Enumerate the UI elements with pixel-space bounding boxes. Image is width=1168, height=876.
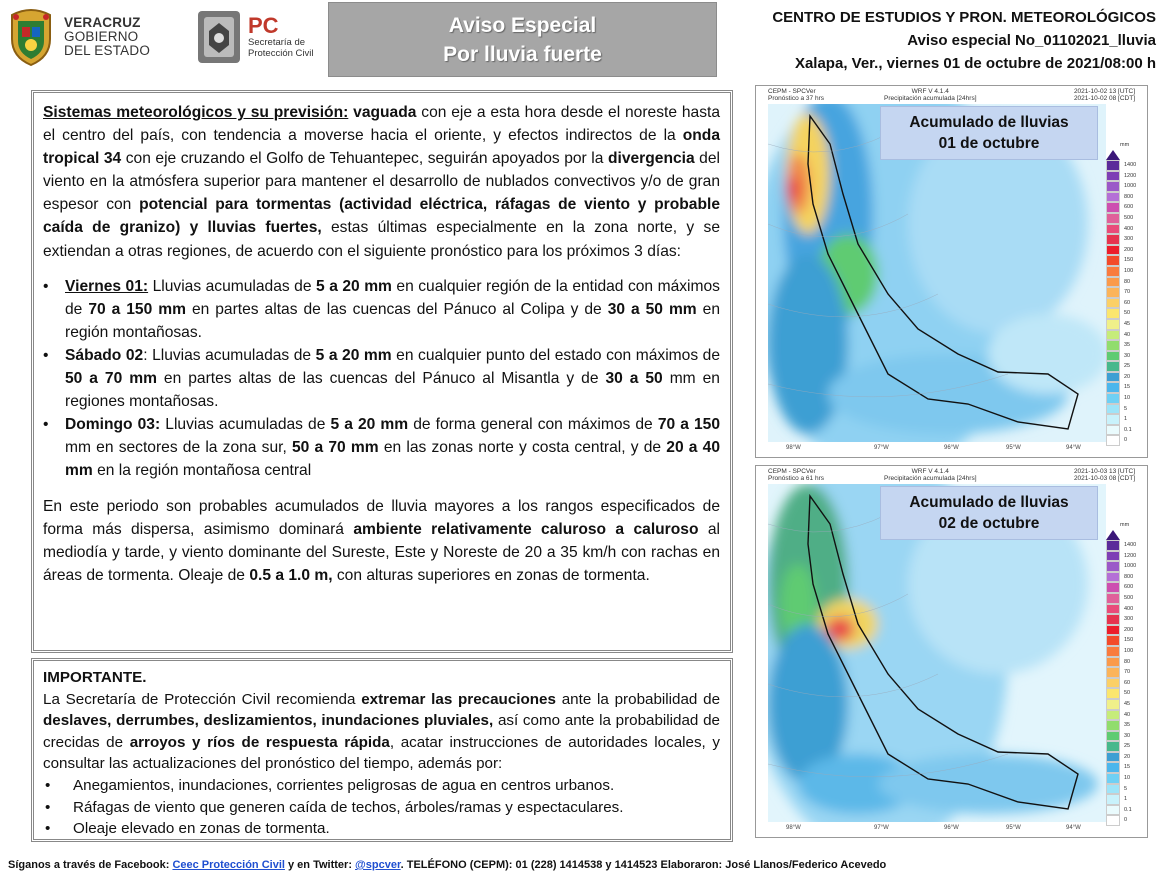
scale-level: 15 xyxy=(1106,382,1120,393)
scale-level: 100 xyxy=(1106,266,1120,277)
scale-level: 1 xyxy=(1106,414,1120,425)
scale-level: 600 xyxy=(1106,202,1120,213)
scale-level: 60 xyxy=(1106,678,1120,689)
forecast-item-friday xyxy=(43,275,720,344)
rain-color-scale: mm 1400 1200 1000 800 600 500 400 300 200 150 100 80 70 60 50 45 40 35 30 25 20 15 10 5 1 0.1 0 xyxy=(1106,522,1144,826)
notice-id: Aviso especial No_01102021_lluvia xyxy=(907,32,1156,49)
text-run: divergencia xyxy=(607,150,695,168)
text-run: 30 a 50 xyxy=(605,370,663,388)
important-item: • Oleaje elevado en zonas de tormenta. xyxy=(43,818,720,840)
text-run: Sistemas meteorológicos y su previsión: xyxy=(43,104,349,121)
scale-level: 500 xyxy=(1106,213,1120,224)
text-run: 5 a 20 mm xyxy=(315,346,392,364)
text-run: 50 a 70 mm xyxy=(65,370,157,388)
scale-level: 40 xyxy=(1106,330,1120,341)
precip-map-oct-02: CEPM - SPCVer Pronóstico a 61 hrs WRF V 4.1.4 Precipitación acumulada [24hrs] 2021-10-03 13 [UTC] 2021-10-03 08 [CDT] mm 1400 1200 1000 800 600 500 400 300 200 150 100 80 70 60 50 45 40 35 30 25 20 15 10 5 1 0.1 0 Acumulado de lluvias 02 de octubre 98°W 97°W 96°W 95°W 94°W xyxy=(755,465,1148,838)
pc-seal-icon xyxy=(196,9,242,65)
forecast-list xyxy=(43,275,720,483)
scale-level: 800 xyxy=(1106,572,1120,583)
scale-level: 150 xyxy=(1106,635,1120,646)
text-run: Lluvias acumuladas de xyxy=(148,277,317,295)
forecast-item-sunday xyxy=(43,413,720,482)
scale-level: 5 xyxy=(1106,784,1120,795)
scale-level: 400 xyxy=(1106,604,1120,615)
scale-level: 25 xyxy=(1106,361,1120,372)
scale-level: 0 xyxy=(1106,435,1120,446)
important-list xyxy=(43,775,720,840)
text-run: en la región montañosa central xyxy=(92,462,312,480)
text-run: 5 a 20 mm xyxy=(330,416,409,434)
scale-level: 5 xyxy=(1106,404,1120,415)
scale-level: 50 xyxy=(1106,308,1120,319)
scale-level: 1200 xyxy=(1106,171,1120,182)
scale-level: 1000 xyxy=(1106,561,1120,572)
map-header: CEPM - SPCVer Pronóstico a 61 hrs WRF V 4.1.4 Precipitación acumulada [24hrs] 2021-10-03 13 [UTC] 2021-10-03 08 [CDT] xyxy=(768,468,1135,482)
map-label: Acumulado de lluvias 02 de octubre xyxy=(880,486,1098,540)
text-run: En este periodo son probables acumulados de lluvia mayores a los rangos especificados de forma más dispersa, asimismo dominará xyxy=(43,497,720,538)
text-run: con eje a esta hora desde el noreste hasta el centro del país, con tendencia a moverse hacia el oriente, y efectos indirectos de la xyxy=(43,104,721,145)
important-title: IMPORTANTE. xyxy=(43,669,147,686)
text-run: Viernes 01: xyxy=(65,277,149,295)
scale-level: 0 xyxy=(1106,815,1120,826)
text-run: en cualquier región de la entidad con máximos de xyxy=(65,277,720,318)
veracruz-government-logo xyxy=(6,6,166,68)
text-run: estas últimas especialmente en la zona norte, y se extiendan a otras regiones, de acuerdo con el siguiente pronóstico para los próximos 3 días: xyxy=(43,219,720,260)
text-run: 20 a 40 mm xyxy=(65,439,721,480)
scale-level: 150 xyxy=(1106,255,1120,266)
text-run: arroyos y ríos de respuesta rápida xyxy=(129,733,390,751)
scale-level: 80 xyxy=(1106,277,1120,288)
text-run: Lluvias acumuladas de xyxy=(160,416,331,434)
text-run: en cualquier punto del estado con máximos de xyxy=(391,346,721,364)
scale-level: 1000 xyxy=(1106,181,1120,192)
scale-level: 80 xyxy=(1106,657,1120,668)
scale-level: 0.1 xyxy=(1106,805,1120,816)
facebook-link[interactable]: Ceec Protección Civil xyxy=(172,859,285,871)
footer-phone-authors: . TELÉFONO (CEPM): 01 (228) 1414538 y 1414523 Elaboraron: José Llanos/Federico Acevedo xyxy=(400,859,887,871)
important-item: • Ráfagas de viento que generen caída de techos, árboles/ramas y espectaculares. xyxy=(43,797,720,819)
scale-level: 70 xyxy=(1106,287,1120,298)
scale-level: 35 xyxy=(1106,720,1120,731)
scale-level: 50 xyxy=(1106,688,1120,699)
scale-level: 0.1 xyxy=(1106,425,1120,436)
scale-level: 35 xyxy=(1106,340,1120,351)
scale-level: 1 xyxy=(1106,794,1120,805)
scale-level: 200 xyxy=(1106,245,1120,256)
text-run: así como ante la probabilidad de crecidas de xyxy=(43,712,720,751)
text-run: vaguada xyxy=(353,104,417,121)
intro-paragraph xyxy=(43,101,720,263)
veracruz-shield-icon xyxy=(6,7,56,67)
text-run: deslaves, derrumbes, deslizamientos, inundaciones pluviales, xyxy=(43,712,494,730)
rain-color-scale: mm 1400 1200 1000 800 600 500 400 300 200 150 100 80 70 60 50 45 40 35 30 25 20 15 10 5 1 0.1 0 xyxy=(1106,142,1144,446)
twitter-link[interactable]: @spcver xyxy=(355,859,401,871)
important-item: • Anegamientos, inundaciones, corrientes peligrosas de agua en centros urbanos. xyxy=(43,775,720,797)
text-run: ante la probabilidad de xyxy=(555,690,721,708)
text-run: onda tropical 34 xyxy=(43,127,720,168)
proteccion-civil-logo xyxy=(196,8,326,66)
text-run: en las zonas norte y costa central, y de xyxy=(378,439,667,457)
text-run: al mediodía y tarde, y viento dominante del Sureste, Este y Noreste de 20 a 35 km/h con rachas en áreas de tormenta. Oleaje de xyxy=(43,520,720,584)
map-header: CEPM - SPCVer Pronóstico a 37 hrs WRF V 4.1.4 Precipitación acumulada [24hrs] 2021-10-02 13 [UTC] 2021-10-02 08 [CDT] xyxy=(768,88,1135,102)
scale-level: 500 xyxy=(1106,593,1120,604)
text-run: 70 a 150 mm xyxy=(88,300,186,318)
scale-level: 20 xyxy=(1106,372,1120,383)
scale-level: 100 xyxy=(1106,646,1120,657)
scale-level: 800 xyxy=(1106,192,1120,203)
scale-level: 15 xyxy=(1106,762,1120,773)
scale-level: 25 xyxy=(1106,741,1120,752)
forecast-item-saturday xyxy=(43,344,720,413)
notice-title xyxy=(328,2,717,77)
forecast-text-box xyxy=(31,90,733,653)
important-box xyxy=(31,658,733,842)
scale-level: 1400 xyxy=(1106,160,1120,171)
scale-level: 60 xyxy=(1106,298,1120,309)
text-run: Sábado 02 xyxy=(65,346,144,364)
scale-level: 1400 xyxy=(1106,540,1120,551)
important-paragraph xyxy=(43,689,720,775)
text-run: : Lluvias acumuladas de xyxy=(143,346,316,364)
scale-level: 45 xyxy=(1106,319,1120,330)
scale-level: 200 xyxy=(1106,625,1120,636)
text-run: ambiente relativamente caluroso a caluroso xyxy=(353,520,699,538)
closing-paragraph xyxy=(43,495,720,587)
text-run: La Secretaría de Protección Civil recomienda xyxy=(43,690,362,708)
scale-level: 1200 xyxy=(1106,551,1120,562)
text-run: en región montañosas. xyxy=(65,300,720,341)
scale-level: 30 xyxy=(1106,731,1120,742)
text-run: en partes altas de las cuencas del Pánuco al Misantla y de xyxy=(156,370,606,388)
text-run: 0.5 a 1.0 m, xyxy=(249,566,333,584)
text-run: 70 a 150 xyxy=(657,416,721,434)
text-run: Domingo 03: xyxy=(65,416,161,434)
map-label: Acumulado de lluvias 01 de octubre xyxy=(880,106,1098,160)
scale-level: 30 xyxy=(1106,351,1120,362)
text-run: , acatar instrucciones de autoridades locales, y consultar las actualizaciones del pronóstico del tiempo, además por: xyxy=(43,733,720,773)
text-run: 30 a 50 mm xyxy=(607,300,697,318)
scale-level: 600 xyxy=(1106,582,1120,593)
text-run: con eje cruzando el Golfo de Tehuantepec, seguirán apoyados por la xyxy=(121,150,608,168)
veracruz-logo-text: VERACRUZ GOBIERNO DEL ESTADO xyxy=(64,15,151,58)
notice-header-info xyxy=(772,6,1156,75)
organization-name: CENTRO DE ESTUDIOS Y PRON. METEOROLÓGICOS xyxy=(772,9,1156,26)
place-date: Xalapa, Ver., viernes 01 de octubre de 2021/08:00 h xyxy=(794,55,1156,72)
precip-map-oct-01: CEPM - SPCVer Pronóstico a 37 hrs WRF V 4.1.4 Precipitación acumulada [24hrs] 2021-10-02 13 [UTC] 2021-10-02 08 [CDT] mm 1400 1200 1000 800 600 500 400 300 200 150 100 80 70 60 50 45 40 35 30 25 20 15 10 5 1 0.1 0 Acumulado de lluvias 01 de octubre 98°W 97°W 96°W 95°W 94°W xyxy=(755,85,1148,458)
text-run: mm en regiones montañosas. xyxy=(65,370,720,411)
title-line-2: Por lluvia fuerte xyxy=(443,43,602,66)
scale-level: 10 xyxy=(1106,773,1120,784)
text-run: extremar las precauciones xyxy=(361,690,556,708)
text-run: mm en sectores de la zona sur, xyxy=(65,439,292,457)
text-run: en partes altas de las cuencas del Pánuco al Colipa y de xyxy=(185,300,608,318)
text-run: 5 a 20 mm xyxy=(316,277,392,295)
scale-level: 400 xyxy=(1106,224,1120,235)
scale-level: 300 xyxy=(1106,614,1120,625)
scale-tip xyxy=(1106,530,1120,540)
scale-level: 45 xyxy=(1106,699,1120,710)
text-run: del viento en la atmósfera superior para mantener el desarrollo de nublados convectivos y/o de gran espesor con xyxy=(43,150,720,214)
scale-level: 70 xyxy=(1106,667,1120,678)
text-run: de forma general con máximos de xyxy=(408,416,658,434)
text-run: 50 a 70 mm xyxy=(291,439,379,457)
pc-line2: Protección Civil xyxy=(248,48,314,59)
text-run: potencial para tormentas (actividad eléctrica, ráfagas de viento y probable caída de granizo) y lluvias fuertes, xyxy=(43,196,720,237)
scale-level: 20 xyxy=(1106,752,1120,763)
scale-level: 10 xyxy=(1106,393,1120,404)
footer-contact: Síganos a través de Facebook: Ceec Protección Civil y en Twitter: @spcver. TELÉFONO (CEPM): 01 (228) 1414538 y 1414523 Elaboraron: José Llanos/Federico Acevedo xyxy=(8,859,887,871)
text-run: con alturas superiores en zonas de tormenta. xyxy=(332,566,650,584)
pc-abbr: PC xyxy=(248,13,279,38)
pc-line1: Secretaría de xyxy=(248,37,306,48)
scale-level: 40 xyxy=(1106,710,1120,721)
scale-tip xyxy=(1106,150,1120,160)
scale-level: 300 xyxy=(1106,234,1120,245)
title-line-1: Aviso Especial xyxy=(448,14,597,37)
